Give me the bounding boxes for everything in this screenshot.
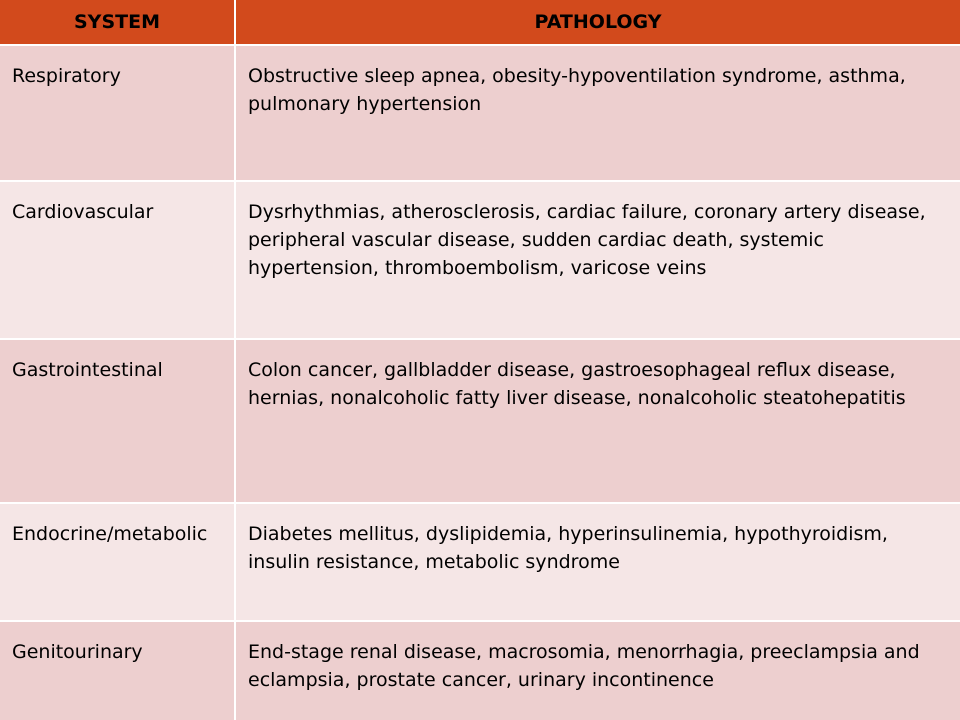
table-header-row — [0, 0, 960, 45]
header-system: SYSTEM — [0, 0, 235, 45]
pathology-cell: Diabetes mellitus, dyslipidemia, hyperinsulinemia, hypothyroidism, insulin resistance, metabolic syndrome — [235, 503, 960, 621]
table-row — [0, 621, 960, 720]
pathology-cell: Obstructive sleep apnea, obesity-hypoventilation syndrome, asthma, pulmonary hypertension — [235, 45, 960, 181]
system-cell: Genitourinary — [0, 621, 235, 720]
system-cell: Cardiovascular — [0, 181, 235, 339]
table-row — [0, 503, 960, 621]
system-cell: Respiratory — [0, 45, 235, 181]
system-cell: Endocrine/metabolic — [0, 503, 235, 621]
system-cell: Gastrointestinal — [0, 339, 235, 503]
table-row — [0, 339, 960, 503]
pathology-cell: End-stage renal disease, macrosomia, menorrhagia, preeclampsia and eclampsia, prostate cancer, urinary incontinence — [235, 621, 960, 720]
table-row — [0, 45, 960, 181]
pathology-cell: Dysrhythmias, atherosclerosis, cardiac failure, coronary artery disease, peripheral vascular disease, sudden cardiac death, systemic hypertension, thromboembolism, varicose veins — [235, 181, 960, 339]
table-row — [0, 181, 960, 339]
pathology-cell: Colon cancer, gallbladder disease, gastroesophageal reflux disease, hernias, nonalcoholic fatty liver disease, nonalcoholic steatohepatitis — [235, 339, 960, 503]
header-pathology: PATHOLOGY — [235, 0, 960, 45]
